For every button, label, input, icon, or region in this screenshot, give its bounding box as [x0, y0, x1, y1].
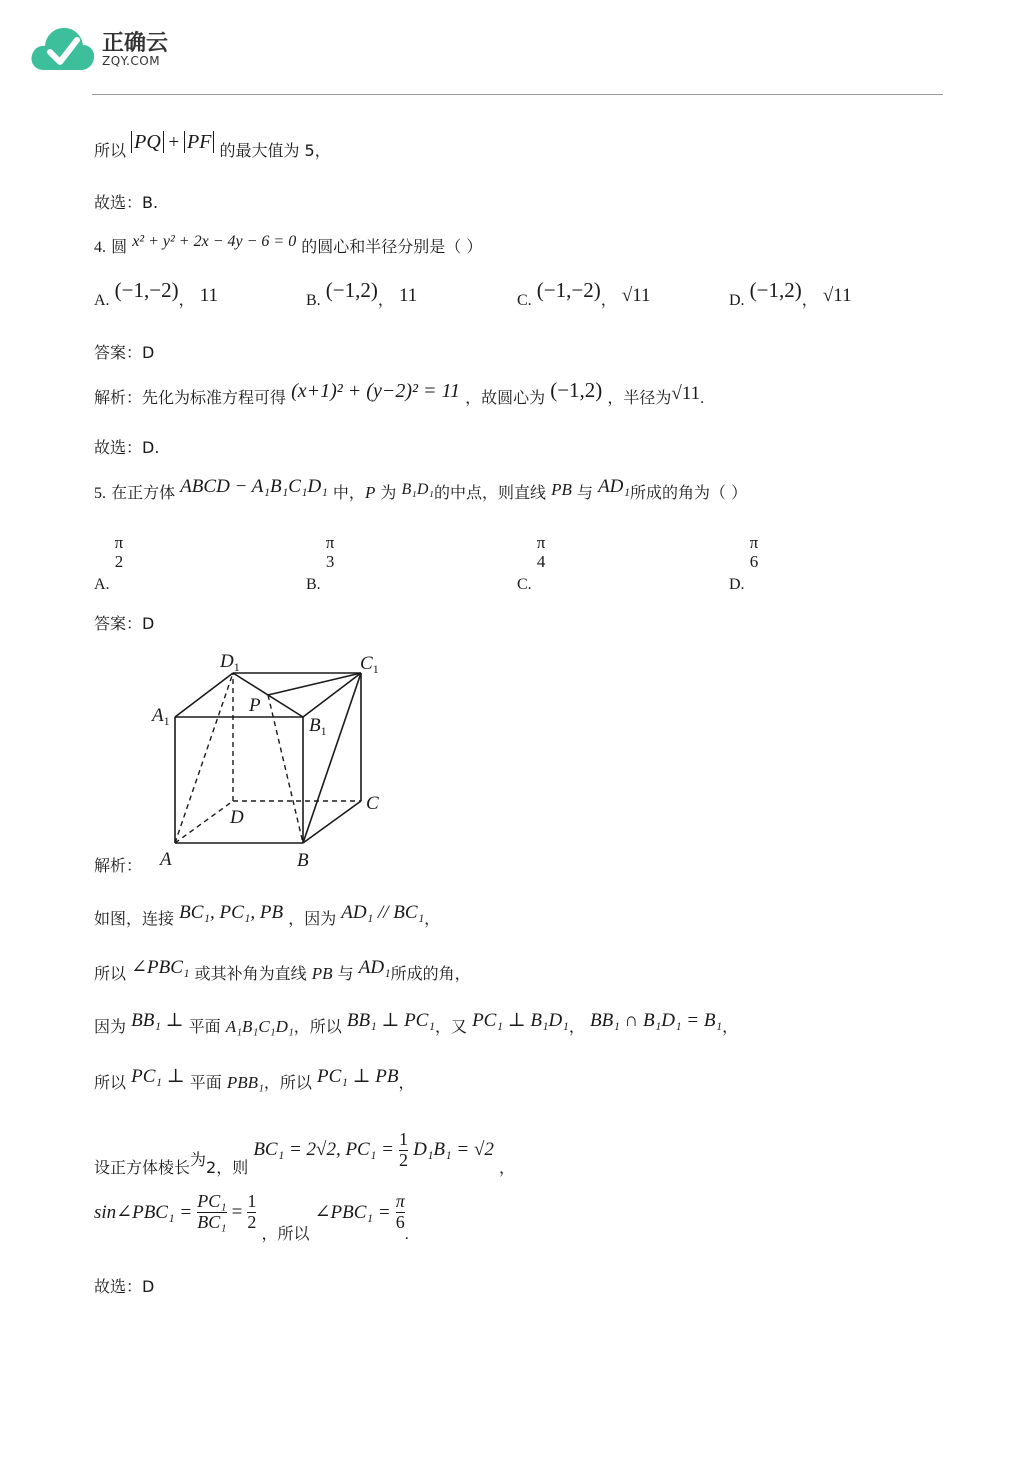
- q5-line3: 因为 BB₁ ⊥ 平面 A₁B₁C₁D₁，所以 BB₁ ⊥ PC₁，又 PC₁ ⊥ B₁D₁， BB₁ ∩ B₁D₁ = B₁，: [94, 1010, 739, 1036]
- label-P: P: [249, 695, 261, 716]
- q5-line1: 如图，连接 BC₁, PC₁, PB ，因为 AD₁ // BC₁，: [94, 902, 441, 928]
- segment-A-D1: [175, 673, 233, 843]
- logo-cn: 正确云: [102, 31, 169, 56]
- label-C1: $C_1$: [360, 653, 379, 676]
- cube-figure: [140, 645, 400, 875]
- prev-line1: 所以 PQ + PF 的最大值为 5，: [94, 131, 331, 160]
- logo: [30, 22, 190, 74]
- q4-option-d: D. (−1,2)， √11: [729, 278, 852, 309]
- logo-en: ZQY.COM: [102, 54, 161, 68]
- prev-math: PQ + PF: [131, 131, 219, 153]
- cloud-check-icon: [30, 22, 96, 74]
- segment-B-C1: [303, 673, 361, 843]
- q5-analysis-label: 解析：: [94, 856, 143, 875]
- q5-option-b: B. π 3: [306, 533, 335, 594]
- q5-option-c: C. π 4: [517, 533, 546, 594]
- q4-analysis: 解析：先化为标准方程可得 (x+1)² + (y−2)² = 11 ，故圆心为 (−1,2) ，半径为√11.: [94, 378, 705, 407]
- prev-choose: 故选：B.: [94, 193, 159, 212]
- q5-sin-line: sin∠PBC₁ = $\frac{\text{PC₁}}{\text{BC₁}}$ = $\frac{1}{2}$ ，所以 ∠PBC₁ = $\frac{\pi}{6}$ .: [94, 1191, 409, 1243]
- label-D: D: [230, 807, 244, 828]
- q4-stem: 4. 圆 x² + y² + 2x − 4y − 6 = 0 的圆心和半径分别是（ ）: [94, 233, 483, 256]
- q5-line4: 所以 PC₁ ⊥ 平面 PBB₁，所以 PC₁ ⊥ PB，: [94, 1066, 415, 1092]
- label-C: C: [366, 793, 379, 814]
- edge-A-D: [175, 801, 233, 843]
- q5-answer: 答案：D: [94, 614, 155, 633]
- label-A1: $A_1$: [152, 705, 170, 728]
- q4-option-b: B. (−1,2)， 11: [306, 278, 418, 309]
- edge-A1-D1: [175, 673, 233, 717]
- q5-edge-line: 设正方体棱长为2，则 BC₁ = 2√2, PC₁ = $\frac{1}{2}$ D₁B₁ = √2 ，: [94, 1129, 515, 1177]
- q4-choose: 故选：D.: [94, 438, 160, 457]
- label-B: B: [297, 850, 309, 871]
- label-B1: $B_1$: [309, 715, 327, 738]
- label-A: A: [160, 849, 172, 870]
- q4-answer: 答案：D: [94, 343, 155, 362]
- q5-choose: 故选：D: [94, 1277, 155, 1296]
- q4-equation: x² + y² + 2x − 4y − 6 = 0: [132, 233, 297, 250]
- label-D1: $D_1$: [220, 651, 240, 674]
- q5-option-a: A. π 2: [94, 533, 124, 594]
- q4-option-c: C. (−1,−2)， √11: [517, 278, 651, 309]
- q5-stem: 5. 在正方体 ABCD − A₁B₁C₁D₁ 中，P 为 B₁D₁的中点，则直线 PB 与 AD₁所成的角为（ ）: [94, 476, 748, 502]
- header-divider: [92, 94, 943, 95]
- edge-B-C: [303, 801, 361, 843]
- q5-line2: 所以 ∠PBC₁ 或其补角为直线 PB 与 AD₁所成的角，: [94, 957, 471, 983]
- q5-option-d: D. π 6: [729, 533, 759, 594]
- q4-option-a: A. (−1,−2)， 11: [94, 278, 218, 309]
